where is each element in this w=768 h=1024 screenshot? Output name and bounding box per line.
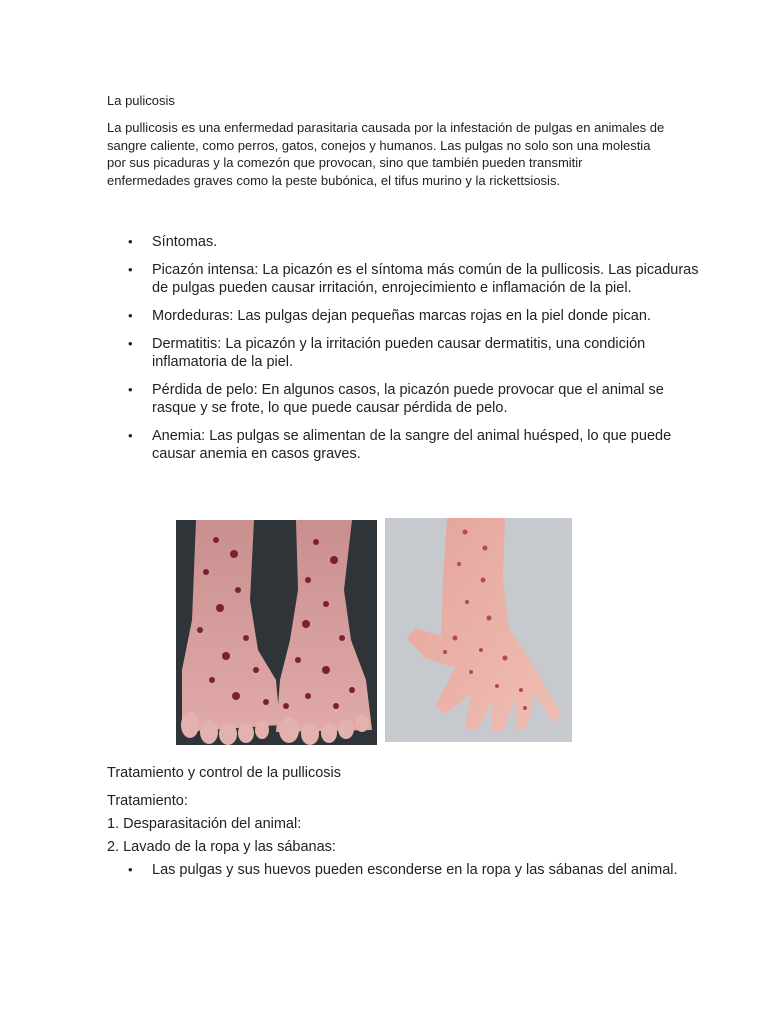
symptom-photos — [168, 508, 580, 752]
list-item: • Las pulgas y sus huevos pueden esconderse en la ropa y las sábanas del animal. — [152, 858, 712, 882]
list-item: • Picazón intensa: La picazón es el síntoma más común de la pullicosis. Las picaduras de pulgas pueden causar irritación, enrojecimiento e inflamación de la piel. — [152, 261, 712, 297]
treatment-step-2: 2. Lavado de la ropa y las sábanas: — [107, 839, 336, 855]
feet-with-flea-bites-photo — [176, 520, 377, 745]
intro-paragraph: La pullicosis es una enfermedad parasitaria causada por la infestación de pulgas en animales de sangre caliente, como perros, gatos, conejos y humanos. Las pulgas no solo son una molestia por sus picaduras y la comezón que provocan, sino que también pueden transmitir enfermedades graves como la peste bubónica, el tifus murino y la rickettsiosis. — [107, 120, 665, 188]
treatment-label: Tratamiento: — [107, 793, 188, 809]
treatment-step-1: 1. Desparasitación del animal: — [107, 816, 302, 832]
list-item: • Síntomas. — [152, 233, 712, 251]
list-item: • Dermatitis: La picazón y la irritación pueden causar dermatitis, una condición inflamatoria de la piel. — [152, 335, 712, 371]
list-item: • Anemia: Las pulgas se alimentan de la sangre del animal huésped, lo que puede causar anemia en casos graves. — [152, 427, 712, 463]
document-title: La pulicosis — [107, 93, 175, 108]
hand-with-flea-bites-photo — [385, 518, 572, 742]
treatment-sub-list — [107, 858, 712, 882]
list-item: • Mordeduras: Las pulgas dejan pequeñas marcas rojas en la piel donde pican. — [152, 307, 712, 325]
treatment-heading: Tratamiento y control de la pullicosis — [107, 765, 341, 781]
symptoms-list — [107, 233, 712, 473]
list-item: • Pérdida de pelo: En algunos casos, la picazón puede provocar que el animal se rasque y se frote, lo que puede causar pérdida de pelo. — [152, 381, 712, 417]
